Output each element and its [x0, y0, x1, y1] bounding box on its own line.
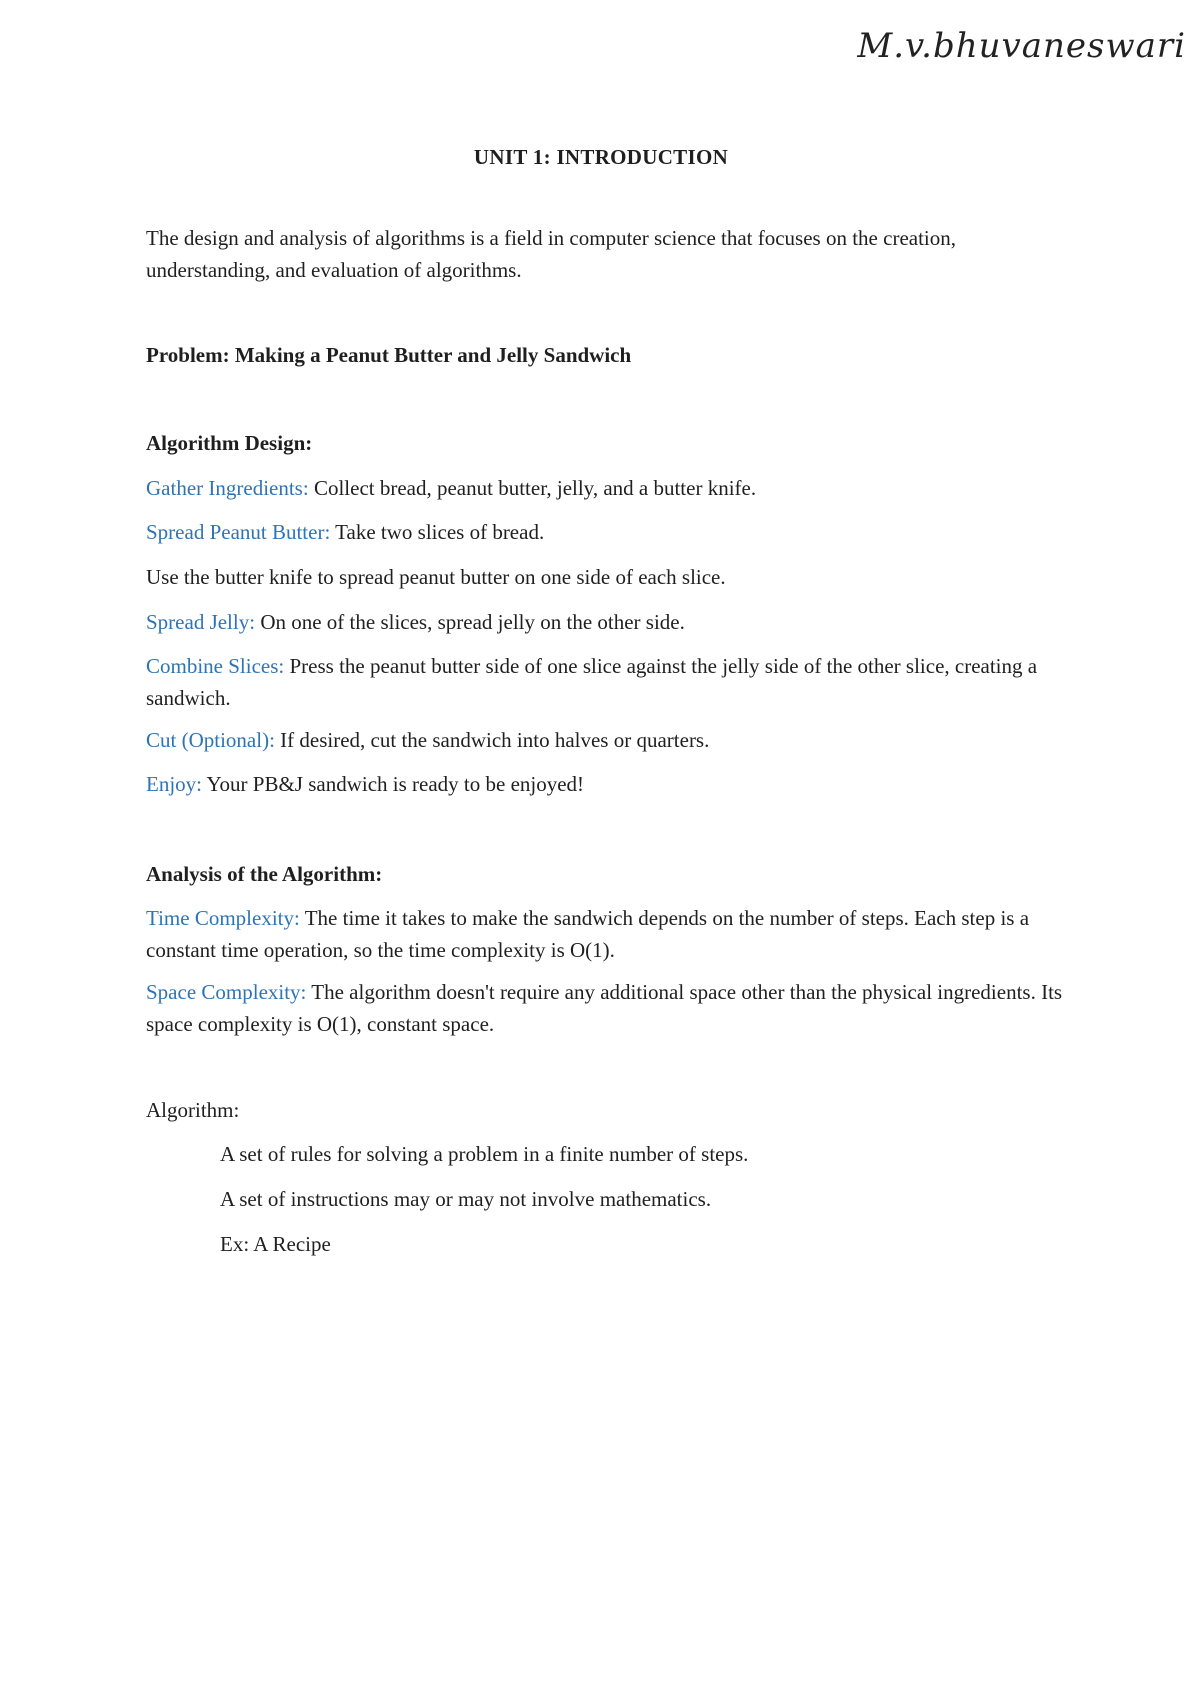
analysis-text: The time it takes to make the sandwich depends on the number of steps. Each step is a constant time operation, so the time complexity is O(1).	[146, 906, 1030, 962]
step-text: Collect bread, peanut butter, jelly, and a butter knife.	[308, 476, 757, 500]
algorithm-point: Ex: A Recipe	[220, 1232, 331, 1256]
analysis-term: Time Complexity:	[146, 906, 300, 930]
space-complexity-paragraph	[146, 976, 1076, 1040]
step-cut-optional	[146, 724, 1076, 756]
step-term: Enjoy:	[146, 772, 202, 796]
algorithm-point: A set of rules for solving a problem in a finite number of steps.	[220, 1142, 749, 1166]
step-text: Take two slices of bread.	[330, 520, 545, 544]
step-combine-slices	[146, 650, 1076, 714]
handwritten-signature: M.v.bhuvaneswari	[857, 26, 1186, 66]
time-complexity-paragraph	[146, 902, 1076, 966]
algorithm-label: Algorithm:	[146, 1098, 240, 1122]
step-term: Spread Peanut Butter:	[146, 520, 331, 544]
step-text: On one of the slices, spread jelly on the other side.	[255, 610, 685, 634]
step-spread-jelly	[146, 606, 1076, 638]
step-enjoy	[146, 768, 1076, 800]
step-term: Spread Jelly:	[146, 610, 256, 634]
step-spread-peanut-butter	[146, 516, 1076, 548]
step-use-butter-knife	[146, 561, 1076, 593]
page-title: UNIT 1: INTRODUCTION	[473, 145, 729, 169]
step-term: Cut (Optional):	[146, 728, 275, 752]
algorithm-design-heading: Algorithm Design:	[146, 431, 313, 455]
intro-paragraph: The design and analysis of algorithms is a field in computer science that focuses on the creation, understanding, and evaluation of algorithms.	[146, 226, 957, 282]
analysis-text: The algorithm doesn't require any additional space other than the physical ingredients. Its space complexity is O(1), constant space.	[146, 980, 1063, 1036]
analysis-heading: Analysis of the Algorithm:	[146, 862, 383, 886]
step-text: Your PB&J sandwich is ready to be enjoyed!	[202, 772, 585, 796]
algorithm-point: A set of instructions may or may not involve mathematics.	[220, 1187, 712, 1211]
step-term: Gather Ingredients:	[146, 476, 309, 500]
step-term: Combine Slices:	[146, 654, 285, 678]
step-text: If desired, cut the sandwich into halves or quarters.	[274, 728, 710, 752]
step-text: Press the peanut butter side of one slice against the jelly side of the other slice, creating a sandwich.	[146, 654, 1038, 710]
problem-heading: Problem: Making a Peanut Butter and Jelly Sandwich	[146, 343, 632, 367]
step-text: Use the butter knife to spread peanut butter on one side of each slice.	[146, 565, 726, 589]
step-gather-ingredients	[146, 472, 1076, 504]
analysis-term: Space Complexity:	[146, 980, 307, 1004]
